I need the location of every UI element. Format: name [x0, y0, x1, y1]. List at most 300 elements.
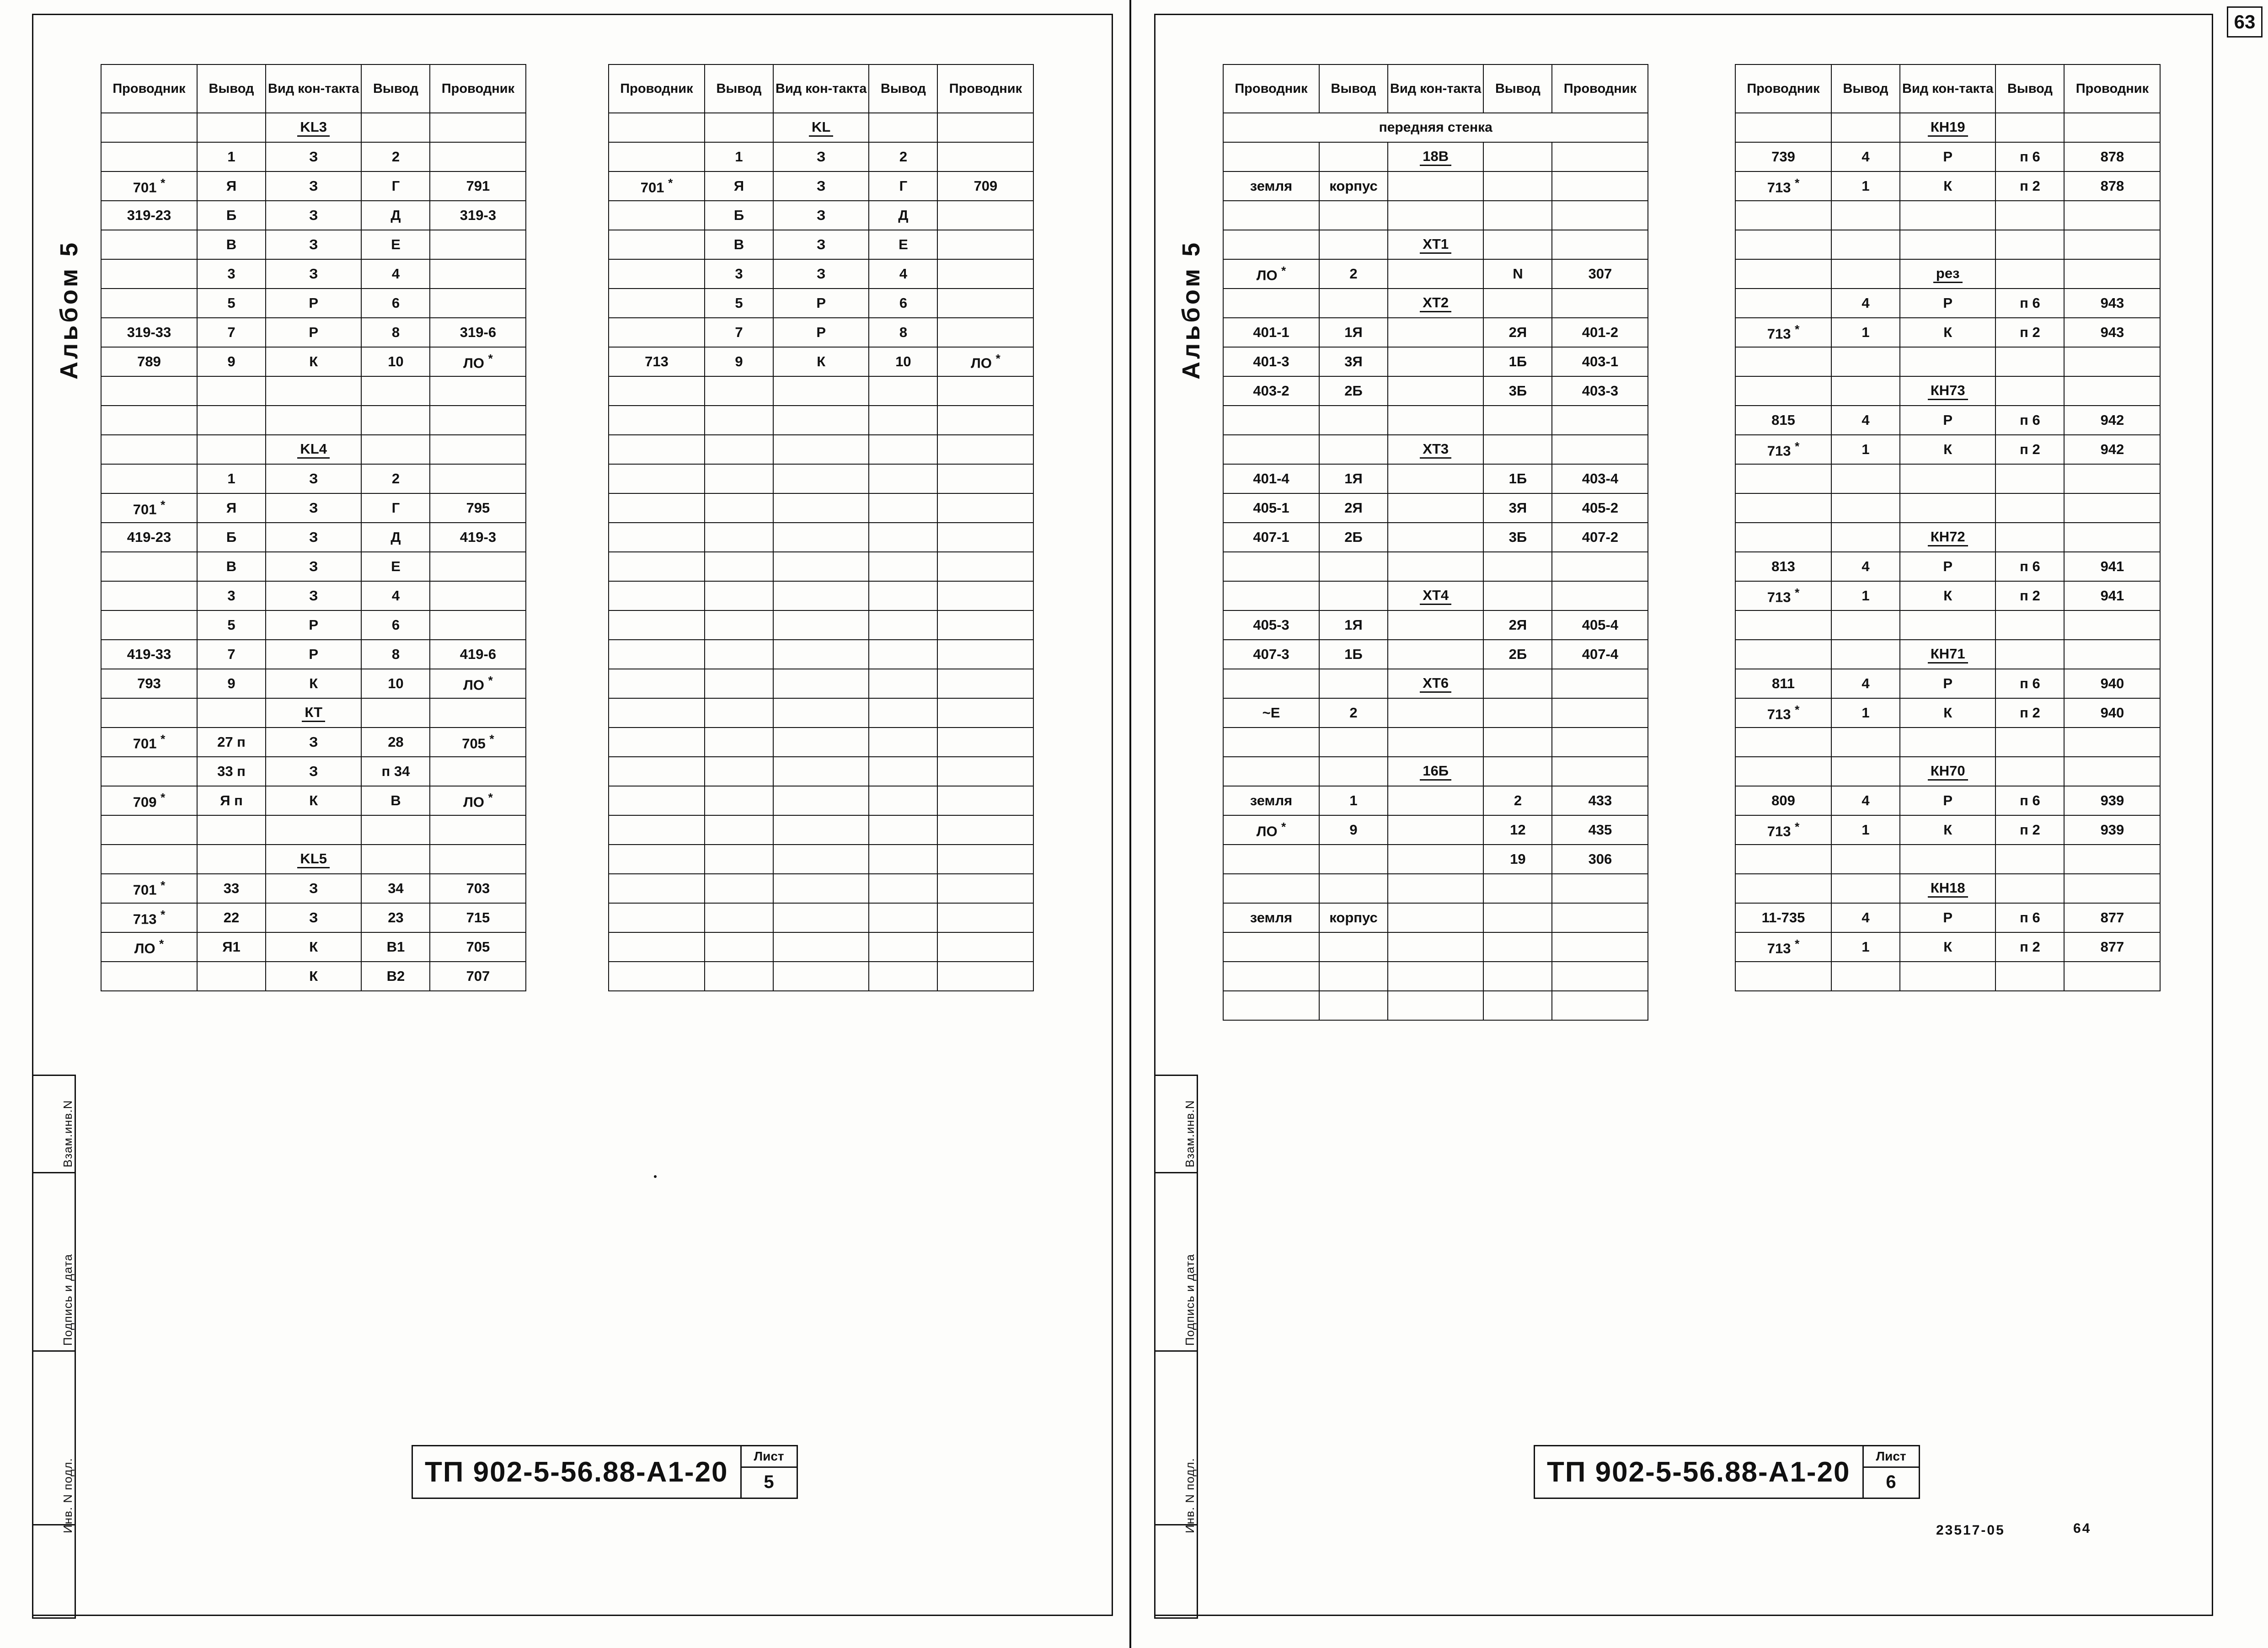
table-cell: 705: [430, 932, 526, 962]
table-cell: [705, 464, 773, 493]
table-row: [609, 493, 1033, 523]
table-body: [609, 113, 1033, 991]
table-cell: [773, 493, 869, 523]
table-cell: [609, 698, 705, 728]
table-row: [1735, 786, 2160, 815]
table-cell: [1319, 757, 1388, 786]
table-cell: [705, 523, 773, 552]
table-cell: [1319, 230, 1388, 259]
table-cell: [1552, 932, 1648, 962]
table-cell: [1995, 493, 2064, 523]
table-cell: [1483, 728, 1552, 757]
table-cell: [869, 698, 937, 728]
table-row: [1735, 552, 2160, 581]
table-row: [1735, 201, 2160, 230]
table-header-row: [609, 64, 1033, 113]
table-cell: п 2: [1995, 932, 2064, 962]
table-cell: [1483, 142, 1552, 171]
table-cell: [1483, 669, 1552, 698]
table-cell: [1552, 874, 1648, 903]
table-row: [1223, 406, 1648, 435]
table-cell: ЛО *: [1223, 259, 1319, 289]
table-cell: [937, 493, 1033, 523]
table-cell: [101, 610, 197, 640]
table-cell: [1388, 318, 1483, 347]
table-body: [101, 113, 526, 991]
table-cell: 6: [361, 610, 430, 640]
table-cell: 713 *: [1735, 698, 1831, 728]
table-cell: [2064, 962, 2160, 991]
table-cell: [1831, 523, 1900, 552]
table-row: [609, 464, 1033, 493]
table-cell: 940: [2064, 698, 2160, 728]
table-row: [101, 552, 526, 581]
table-cell: [430, 757, 526, 786]
sheet-label: Лист: [1864, 1446, 1919, 1468]
table-cell: [773, 903, 869, 932]
table-cell: [609, 259, 705, 289]
table-cell: [1995, 259, 2064, 289]
table-cell: [361, 845, 430, 874]
table-cell: [2064, 757, 2160, 786]
table-cell: [1995, 610, 2064, 640]
table-cell: [1319, 874, 1388, 903]
table-row: [609, 874, 1033, 903]
table-cell: 419-23: [101, 523, 197, 552]
table-cell: [1995, 347, 2064, 376]
table-cell: [1735, 347, 1831, 376]
table-cell: [937, 230, 1033, 259]
table-cell: Я: [197, 493, 266, 523]
table-cell: [1319, 581, 1388, 610]
table-cell: [937, 289, 1033, 318]
table-cell: [773, 962, 869, 991]
table-cell: 713 *: [1735, 815, 1831, 845]
table-cell: [101, 435, 197, 464]
table-cell: 2: [1319, 259, 1388, 289]
table-cell: [937, 728, 1033, 757]
table-row: [101, 786, 526, 815]
table-cell: [705, 435, 773, 464]
table-cell: [2064, 523, 2160, 552]
table-cell: [1223, 991, 1319, 1020]
table-row: [1223, 171, 1648, 201]
left-stamp-column: [32, 1075, 76, 1619]
table-row: [609, 113, 1033, 142]
table-row: [609, 815, 1033, 845]
table-cell: [1552, 962, 1648, 991]
table-cell: [609, 318, 705, 347]
table-cell: [101, 376, 197, 406]
table-cell: [705, 552, 773, 581]
table-cell: 809: [1735, 786, 1831, 815]
col-provodnik: Проводник: [1223, 64, 1319, 113]
table-cell: [1831, 874, 1900, 903]
table-cell: КН71: [1900, 640, 1995, 669]
table-cell: п 6: [1995, 669, 2064, 698]
table-cell: [197, 113, 266, 142]
table-cell: Г: [869, 171, 937, 201]
table-cell: [869, 523, 937, 552]
table-cell: [705, 903, 773, 932]
table-row: [1223, 435, 1648, 464]
table-cell: [937, 815, 1033, 845]
table-cell: К: [1900, 932, 1995, 962]
table-cell: [266, 815, 361, 845]
table-cell: Е: [361, 230, 430, 259]
table-cell: [1831, 610, 1900, 640]
table-cell: 12: [1483, 815, 1552, 845]
table-cell: 33 п: [197, 757, 266, 786]
table-cell: КН72: [1900, 523, 1995, 552]
table-row: [101, 815, 526, 845]
table-cell: [773, 874, 869, 903]
table-row: [101, 376, 526, 406]
table-row: [609, 142, 1033, 171]
table-row: [609, 962, 1033, 991]
table-cell: [869, 728, 937, 757]
table-row: [1735, 962, 2160, 991]
right-title-block: [1534, 1445, 1920, 1499]
table-cell: [1388, 610, 1483, 640]
table-cell: З: [266, 201, 361, 230]
table-cell: [869, 552, 937, 581]
table-cell: З: [266, 728, 361, 757]
table-cell: 877: [2064, 903, 2160, 932]
table-cell: 27 п: [197, 728, 266, 757]
table-cell: 2Я: [1319, 493, 1388, 523]
table-cell: 7: [705, 318, 773, 347]
table-cell: Р: [1900, 142, 1995, 171]
table-cell: 713 *: [1735, 171, 1831, 201]
table-cell: [705, 815, 773, 845]
table-cell: [101, 581, 197, 610]
table-row: [609, 698, 1033, 728]
table-cell: [1900, 347, 1995, 376]
table-cell: ~Е: [1223, 698, 1319, 728]
table-row: [1735, 142, 2160, 171]
table-cell: [1995, 728, 2064, 757]
table-cell: [773, 640, 869, 669]
table-cell: [2064, 845, 2160, 874]
table-cell: З: [266, 903, 361, 932]
sheet-number: 6: [1886, 1472, 1896, 1492]
table-cell: 4: [1831, 289, 1900, 318]
table-cell: Я1: [197, 932, 266, 962]
table-cell: [773, 757, 869, 786]
table-cell: [773, 552, 869, 581]
table-cell: [1735, 845, 1831, 874]
table-cell: КН73: [1900, 376, 1995, 406]
table-cell: [101, 289, 197, 318]
table-cell: 6: [869, 289, 937, 318]
table-cell: ХТ2: [1388, 289, 1483, 318]
table-cell: [1995, 113, 2064, 142]
table-cell: 19: [1483, 845, 1552, 874]
table-cell: [1388, 552, 1483, 581]
table-row: [101, 230, 526, 259]
table-row: [101, 698, 526, 728]
table-cell: 713: [609, 347, 705, 376]
col-vyvod: Вывод: [705, 64, 773, 113]
table-cell: [937, 318, 1033, 347]
table-cell: [705, 698, 773, 728]
table-cell: [1900, 201, 1995, 230]
table-cell: [1735, 523, 1831, 552]
table-cell: п 6: [1995, 552, 2064, 581]
table-cell: [1995, 962, 2064, 991]
table-cell: [1388, 640, 1483, 669]
table-cell: К: [266, 347, 361, 376]
table-cell: З: [266, 874, 361, 903]
table-row: [609, 610, 1033, 640]
album-label-right: Альбом 5: [1177, 240, 1205, 380]
table-cell: [609, 230, 705, 259]
table-cell: [773, 815, 869, 845]
table-cell: 407-4: [1552, 640, 1648, 669]
table-cell: п 2: [1995, 815, 2064, 845]
table-cell: [937, 757, 1033, 786]
table-cell: 319-23: [101, 201, 197, 230]
table-row: [101, 464, 526, 493]
table-cell: Р: [1900, 669, 1995, 698]
table-cell: [1831, 113, 1900, 142]
table-row: [609, 757, 1033, 786]
table-cell: [1483, 289, 1552, 318]
table-cell: К: [266, 786, 361, 815]
table-row: [1735, 815, 2160, 845]
table-cell: [2064, 201, 2160, 230]
table-cell: [1483, 757, 1552, 786]
table-cell: [101, 815, 197, 845]
table-cell: К: [1900, 698, 1995, 728]
table-cell: 1: [1831, 698, 1900, 728]
table-cell: Р: [1900, 786, 1995, 815]
table-cell: [430, 113, 526, 142]
table-cell: [1319, 932, 1388, 962]
stamp-label-inv: Инв. N подл.: [1183, 1458, 1197, 1533]
table-row: [609, 552, 1033, 581]
table-cell: п 6: [1995, 786, 2064, 815]
table-cell: [609, 757, 705, 786]
table-cell: [609, 845, 705, 874]
table-row: [1735, 318, 2160, 347]
table-cell: [1735, 201, 1831, 230]
table-cell: корпус: [1319, 903, 1388, 932]
table-cell: 5: [197, 610, 266, 640]
table-row: [1223, 581, 1648, 610]
table-cell: Д: [361, 201, 430, 230]
table-cell: [2064, 728, 2160, 757]
table-cell: Я: [705, 171, 773, 201]
table-row: [1735, 610, 2160, 640]
table-cell: Р: [1900, 406, 1995, 435]
table-cell: 877: [2064, 932, 2160, 962]
table-cell: КН19: [1900, 113, 1995, 142]
table-row: [609, 171, 1033, 201]
table-row: [609, 932, 1033, 962]
table-cell: [1483, 406, 1552, 435]
table-cell: п 2: [1995, 171, 2064, 201]
wiring-table-left-1: [101, 64, 526, 991]
table-row: [1735, 932, 2160, 962]
table-row: [609, 786, 1033, 815]
table-cell: [937, 640, 1033, 669]
table-cell: 10: [869, 347, 937, 376]
table-cell: [609, 786, 705, 815]
col-vyvod-2: Вывод: [1483, 64, 1552, 113]
table-cell: 942: [2064, 406, 2160, 435]
table-cell: Р: [266, 640, 361, 669]
table-row: [101, 493, 526, 523]
table-cell: 419-3: [430, 523, 526, 552]
table-cell: земля: [1223, 903, 1319, 932]
table-row: [1223, 142, 1648, 171]
table-cell: [1831, 640, 1900, 669]
table-cell: 9: [197, 347, 266, 376]
table-cell: К: [773, 347, 869, 376]
table-cell: 403-3: [1552, 376, 1648, 406]
table-cell: 878: [2064, 142, 2160, 171]
table-cell: [1552, 581, 1648, 610]
table-cell: [361, 406, 430, 435]
table-cell: [609, 406, 705, 435]
table-row: [1223, 201, 1648, 230]
archive-number-2: 64: [2073, 1521, 2091, 1536]
table-cell: Я п: [197, 786, 266, 815]
col-vid-kontakta: Вид кон-такта: [773, 64, 869, 113]
table-cell: 18В: [1388, 142, 1483, 171]
table-cell: [2064, 230, 2160, 259]
table-cell: 405-4: [1552, 610, 1648, 640]
table-cell: 1: [197, 464, 266, 493]
table-cell: [705, 874, 773, 903]
table-cell: 4: [1831, 552, 1900, 581]
table-cell: [937, 376, 1033, 406]
table-cell: Б: [197, 201, 266, 230]
table-cell: 2: [361, 142, 430, 171]
table-cell: [609, 464, 705, 493]
table-cell: [1388, 786, 1483, 815]
table-cell: [937, 201, 1033, 230]
album-label-left: Альбом 5: [55, 240, 83, 380]
table-cell: [705, 669, 773, 698]
table-cell: [1388, 523, 1483, 552]
table-cell: [609, 581, 705, 610]
sheet-cell: [1862, 1446, 1919, 1498]
table-cell: [937, 698, 1033, 728]
table-cell: Р: [1900, 903, 1995, 932]
table-cell: 789: [101, 347, 197, 376]
table-cell: [1223, 230, 1319, 259]
table-row: [101, 171, 526, 201]
table-cell: 8: [869, 318, 937, 347]
table-row: [1735, 289, 2160, 318]
table-cell: 7: [197, 640, 266, 669]
table-cell: КН18: [1900, 874, 1995, 903]
table-row: [1223, 523, 1648, 552]
table-cell: [1735, 376, 1831, 406]
table-cell: [1388, 845, 1483, 874]
table-row: [1223, 845, 1648, 874]
table-row: [609, 640, 1033, 669]
table-cell: [869, 113, 937, 142]
col-vyvod-2: Вывод: [361, 64, 430, 113]
table-cell: [869, 815, 937, 845]
table-cell: [2064, 347, 2160, 376]
col-provodnik: Проводник: [1735, 64, 1831, 113]
table-cell: [430, 698, 526, 728]
front-wall-note: передняя стенка: [1223, 113, 1648, 142]
table-cell: 407-2: [1552, 523, 1648, 552]
table-cell: [430, 435, 526, 464]
table-cell: [1552, 552, 1648, 581]
table-cell: [197, 845, 266, 874]
table-cell: [1552, 698, 1648, 728]
table-cell: [1319, 991, 1388, 1020]
table-cell: [1319, 845, 1388, 874]
table-cell: [1831, 259, 1900, 289]
table-row: [1223, 376, 1648, 406]
table-cell: К: [266, 962, 361, 991]
table-cell: 4: [361, 259, 430, 289]
table-row: [1735, 376, 2160, 406]
table-cell: 4: [1831, 786, 1900, 815]
table-cell: [1735, 493, 1831, 523]
table-cell: [1483, 962, 1552, 991]
table-cell: [1319, 552, 1388, 581]
table-cell: [1483, 903, 1552, 932]
table-cell: 1: [197, 142, 266, 171]
table-cell: [1900, 845, 1995, 874]
table-cell: 401-4: [1223, 464, 1319, 493]
table-cell: [1223, 962, 1319, 991]
table-row: [1223, 728, 1648, 757]
stamp-label-inv: Инв. N подл.: [61, 1458, 75, 1533]
table-cell: 405-1: [1223, 493, 1319, 523]
table-row: [101, 581, 526, 610]
table-cell: [1388, 376, 1483, 406]
table-cell: 34: [361, 874, 430, 903]
table-cell: [1388, 259, 1483, 289]
table-cell: 7: [197, 318, 266, 347]
table-row: [609, 581, 1033, 610]
table-cell: ЛО *: [1223, 815, 1319, 845]
table-cell: [430, 610, 526, 640]
table-cell: К: [266, 669, 361, 698]
table-cell: [869, 903, 937, 932]
col-provodnik-2: Проводник: [937, 64, 1033, 113]
sheet-number: 5: [764, 1472, 774, 1492]
table-row: [609, 728, 1033, 757]
table-row: [609, 845, 1033, 874]
table-cell: [101, 406, 197, 435]
stamp-label-vzam: Взам.инв.N: [61, 1100, 75, 1167]
table-cell: [773, 406, 869, 435]
table-cell: [1735, 464, 1831, 493]
table-row: [609, 435, 1033, 464]
table-cell: [773, 669, 869, 698]
table-cell: 715: [430, 903, 526, 932]
table-cell: [361, 698, 430, 728]
table-cell: [773, 581, 869, 610]
table-cell: Р: [266, 318, 361, 347]
table-cell: п 6: [1995, 406, 2064, 435]
table-cell: [101, 464, 197, 493]
table-row: [1735, 230, 2160, 259]
left-page: [0, 0, 1129, 1648]
archive-number: 23517-05: [1936, 1523, 2005, 1538]
